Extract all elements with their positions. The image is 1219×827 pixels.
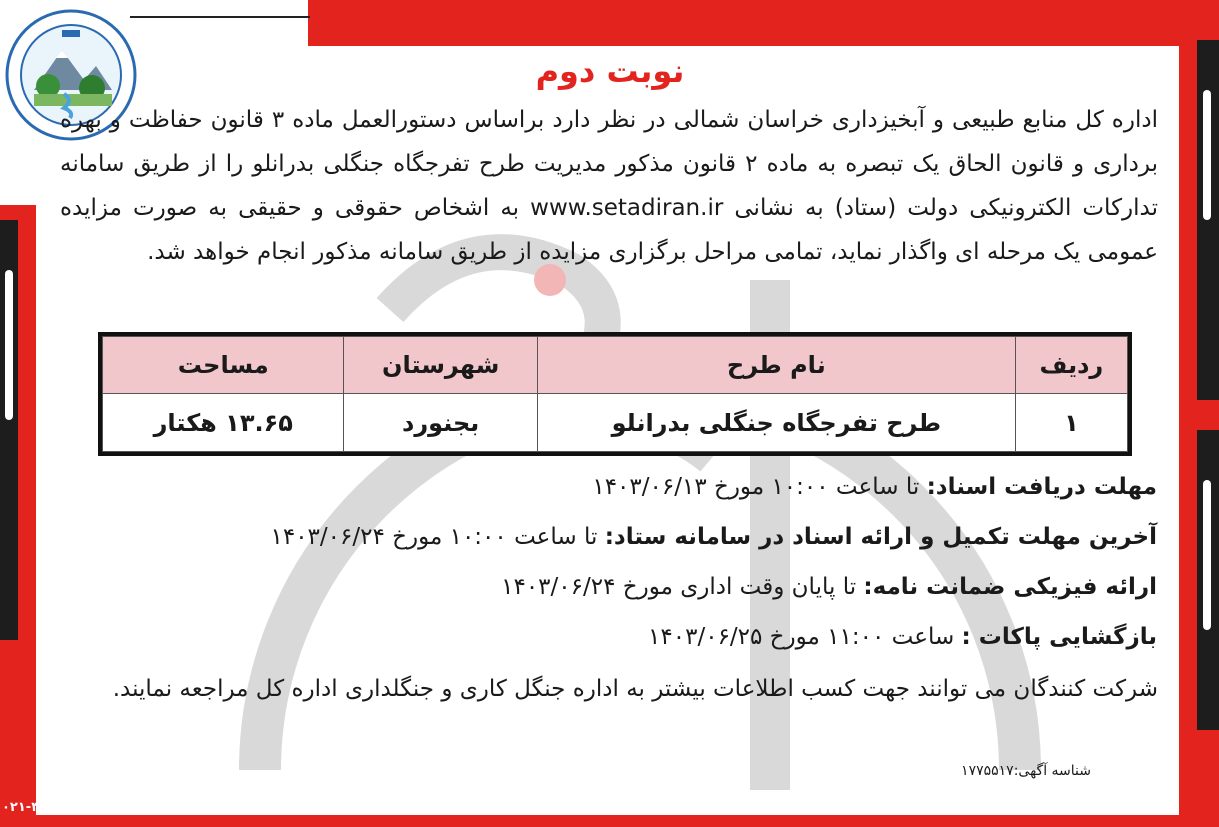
deadline-label: مهلت دریافت اسناد: <box>926 474 1157 500</box>
deadline-label: آخرین مهلت تکمیل و ارائه اسناد در سامانه ستاد: <box>604 524 1157 550</box>
frame-left-highlight <box>5 270 13 420</box>
deadline-submission <box>270 520 1157 554</box>
deadline-guarantee <box>501 570 1157 604</box>
cell-area: ۱۳.۶۵ هکتار <box>103 394 344 452</box>
frame-right-highlight-2 <box>1203 480 1211 630</box>
header-row-number: ردیف <box>1015 337 1127 394</box>
header-project-name: نام طرح <box>537 337 1015 394</box>
notice-body: اداره کل منابع طبیعی و آبخیزداری خراسان شمالی در نظر دارد براساس دستورالعمل ماده ۳ قانون حفاظت و بهره برداری و قانون الحاق یک تبصره به ماده ۲ قانون مذکور مدیریت طرح تفرجگاه جنگلی بدرانلو را از طریق سامانه تدارکات الکترونیکی دولت (ستاد) به نشانی www.setadiran.ir به اشخاص حقوقی و حقیقی به صورت مزایده عمومی یک مرحله ای واگذار نماید، تمامی مراحل برگزاری مزایده از طریق سامانه مذکور انجام خواهد شد. <box>60 107 1158 265</box>
cell-project-name: طرح تفرجگاه جنگلی بدرانلو <box>537 394 1015 452</box>
deadline-value: تا ساعت ۱۰:۰۰ مورخ ۱۴۰۳/۰۶/۲۴ <box>270 524 605 550</box>
table-row <box>103 394 1128 452</box>
deadline-opening <box>648 620 1157 654</box>
frame-right-highlight <box>1203 90 1211 220</box>
phone-number: ۰۲۱-۳۰۲۴۹۹ <box>2 800 79 815</box>
deadline-value: ساعت ۱۱:۰۰ مورخ ۱۴۰۳/۰۶/۲۵ <box>648 624 962 650</box>
cell-county: بجنورد <box>344 394 537 452</box>
top-rule <box>130 16 310 18</box>
deadline-label: ارائه فیزیکی ضمانت نامه: <box>863 574 1157 600</box>
project-table <box>98 332 1132 456</box>
ad-id: شناسه آگهی:۱۷۷۵۵۱۷ <box>961 763 1091 779</box>
deadline-value: تا ساعت ۱۰:۰۰ مورخ ۱۴۰۳/۰۶/۱۳ <box>592 474 927 500</box>
header-area: مساحت <box>103 337 344 394</box>
frame-top-red <box>308 0 1219 46</box>
closing-text: شرکت کنندگان می توانند جهت کسب اطلاعات بیشتر به اداره جنگل کاری و جنگلداری اداره کل مراجعه نمایند. <box>112 676 1158 702</box>
table-header-row <box>103 337 1128 394</box>
notice-round-title: نوبت دوم <box>535 52 685 90</box>
deadline-documents <box>592 470 1157 504</box>
cell-row-number: ۱ <box>1015 394 1127 452</box>
header-county: شهرستان <box>344 337 537 394</box>
deadline-label: بازگشایی پاکات : <box>961 624 1157 650</box>
frame-bottom-red <box>0 815 1219 827</box>
deadline-value: تا پایان وقت اداری مورخ ۱۴۰۳/۰۶/۲۴ <box>501 574 864 600</box>
